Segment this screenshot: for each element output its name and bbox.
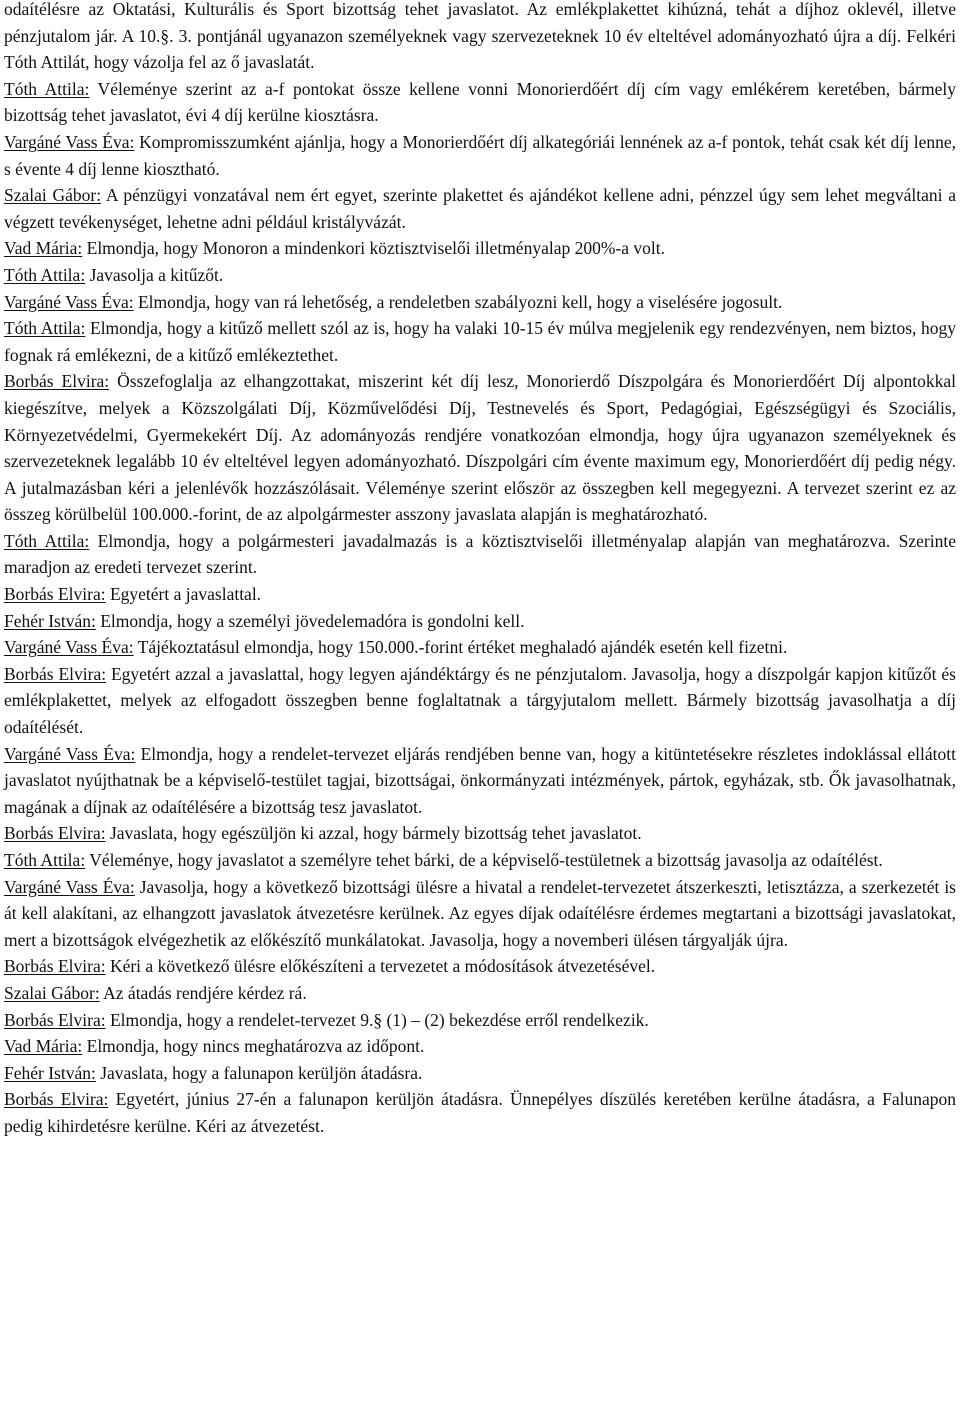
speaker-name: Borbás Elvira:: [4, 663, 107, 684]
paragraph: [4, 528, 956, 581]
paragraph-text: Javaslata, hogy a falunapon kerüljön átadásra.: [95, 1062, 423, 1083]
paragraph: [4, 1060, 956, 1087]
paragraph: [4, 953, 956, 980]
paragraph: [4, 182, 956, 235]
paragraph: [4, 608, 956, 635]
paragraph-text: Elmondja, hogy a rendelet-tervezet 9.§ (1) – (2) bekezdése erről rendelkezik.: [105, 1009, 649, 1030]
paragraph-text: A pénzügyi vonzatával nem ért egyet, szerinte plakettet és ajándékot kellene adni, pénzzel úgy sem lehet megváltani a végzett tevékenységet, lehetne adni például kristályvázát.: [4, 185, 957, 232]
paragraph: [4, 1033, 956, 1060]
paragraph: [4, 129, 956, 182]
paragraph-text: Véleménye, hogy javaslatot a személyre tehet bárki, de a képviselő-testületnek a bizottság javasolja az odaítélést.: [85, 850, 883, 870]
paragraph-text: Egyetért azzal a javaslattal, hogy legyen ajándéktárgy és ne pénzjutalom. Javasolja, hogy a díszpolgár kapjon kitűzőt és emlékplakettet, melyek az elfogadott összegben benne foglaltatnak a tárgyjutalom mellett. Bármely bizottság javasolhatja a díj odaítélését.: [4, 663, 956, 738]
speaker-name: Tóth Attila:: [4, 318, 86, 339]
paragraph-text: Összefoglalja az elhangzottakat, miszerint két díj lesz, Monorierdő Díszpolgára és Monorierdőért Díj alpontokkal kiegészítve, melyek a Közszolgálati Díj, Közművelődési Díj, Testnevelés és Sport, Pedagógiai, Egészségügyi és Szociális, Környezetvédelmi, Gyermekekért Díj. Az adományozás rendjére vonatkozóan elmondja, hogy újra ugyanazon személyeknek és szervezeteknek legalább 10 év elteltével legyen adományozható. Díszpolgári cím évente maximum egy, Monorierdőért díj pedig négy. A jutalmazásban kéri a jelenlévők hozzászólásait. Véleménye szerint először az összegben kell megegyezni. A tervezet szerint ez az összeg körülbelül 100.000.-forint, de az alpolgármester asszony javaslata alapján is meghatározható.: [4, 371, 956, 525]
speaker-name: Borbás Elvira:: [4, 1009, 106, 1030]
paragraph-text: Elmondja, hogy a személyi jövedelemadóra is gondolni kell.: [95, 610, 525, 631]
paragraph: [4, 289, 956, 316]
paragraph: [4, 741, 956, 821]
speaker-name: Szalai Gábor:: [4, 982, 100, 1003]
paragraph: [4, 847, 956, 874]
speaker-name: Vargáné Vass Éva:: [4, 876, 135, 897]
paragraph: [4, 634, 956, 661]
paragraph-text: Az átadás rendjére kérdez rá.: [99, 982, 307, 1003]
paragraph-text: Egyetért a javaslattal.: [105, 584, 262, 605]
paragraph-text: Kéri a következő ülésre előkészíteni a tervezetet a módosítások átvezetésével.: [105, 956, 656, 977]
speaker-name: Fehér István:: [4, 610, 96, 631]
paragraph: [4, 820, 956, 847]
paragraph-text: Elmondja, hogy van rá lehetőség, a rendeletben szabályozni kell, hogy a viselésére jogosult.: [133, 291, 783, 312]
speaker-name: Borbás Elvira:: [4, 823, 106, 844]
paragraph: [4, 235, 956, 262]
speaker-name: Vargáné Vass Éva:: [4, 743, 136, 764]
speaker-name: Fehér István:: [4, 1062, 96, 1083]
speaker-name: Tóth Attila:: [4, 78, 90, 99]
speaker-name: Vad Mária:: [4, 238, 83, 259]
paragraph-text: Elmondja, hogy a polgármesteri javadalmazás is a köztisztviselői illetményalap alapján van meghatározva. Szerinte maradjon az eredeti tervezet szerint.: [4, 530, 956, 578]
speaker-name: Borbás Elvira:: [4, 584, 106, 605]
paragraph-text: odaítélésre az Oktatási, Kulturális és Sport bizottság tehet javaslatot. Az emlékplakettet kihúzná, tehát a díjhoz oklevél, illetve pénzjutalom jár. A 10.§. 3. pontjánál ugyanazon személyeknek vagy szervezeteknek 10 év elteltével adományozható újra a díj. Felkéri Tóth Attilát, hogy vázolja fel az ő javaslatát.: [4, 0, 956, 73]
paragraph-text: Elmondja, hogy nincs meghatározva az időpont.: [82, 1036, 425, 1057]
paragraph-text: Javasolja a kitűzőt.: [85, 264, 224, 285]
paragraph: [4, 581, 956, 608]
speaker-name: Tóth Attila:: [4, 850, 86, 870]
paragraph-text: Elmondja, hogy a kitűző mellett szól az is, hogy ha valaki 10-15 év múlva megjelenik egy rendezvényen, nem biztos, hogy fognak rá emlékezni, de a kitűző emlékeztethet.: [4, 318, 956, 365]
speaker-name: Borbás Elvira:: [4, 1089, 109, 1110]
speaker-name: Vargáné Vass Éva:: [4, 291, 134, 312]
speaker-name: Szalai Gábor:: [4, 185, 102, 206]
paragraph: [4, 1086, 956, 1139]
paragraph-text: Elmondja, hogy Monoron a mindenkori köztisztviselői illetményalap 200%-a volt.: [82, 238, 665, 259]
paragraph: [4, 1007, 956, 1034]
paragraph: [4, 0, 956, 76]
paragraph-text: Tájékoztatásul elmondja, hogy 150.000.-forint értéket meghaladó ajándék esetén kell fizetni.: [133, 637, 788, 658]
paragraph: [4, 874, 956, 954]
paragraph: [4, 661, 956, 741]
speaker-name: Borbás Elvira:: [4, 371, 110, 392]
speaker-name: Borbás Elvira:: [4, 956, 106, 977]
paragraph-text: Kompromisszumként ajánlja, hogy a Monorierdőért díj alkategóriái lennének az a-f pontok, tehát csak két díj lenne, s évente 4 díj lenne kiosztható.: [4, 131, 956, 179]
speaker-name: Vargáné Vass Éva:: [4, 131, 135, 152]
paragraph-text: Javaslata, hogy egészüljön ki azzal, hogy bármely bizottság tehet javaslatot.: [105, 823, 642, 844]
paragraph: [4, 76, 956, 129]
paragraph-text: Elmondja, hogy a rendelet-tervezet eljárás rendjében benne van, hogy a kitüntetésekre részletes indoklással ellátott javaslatot nyújthatnak be a képviselő-testület tagjai, bizottságai, önkormányzati intézmények, pártok, egyházak, stb. Ők javasolhatnak, magának a díjnak az odaítélésére a bizottság tesz javaslatot.: [4, 743, 956, 817]
speaker-name: Tóth Attila:: [4, 264, 86, 285]
paragraph: [4, 980, 956, 1007]
paragraph-text: Véleménye szerint az a-f pontokat össze kellene vonni Monorierdőért díj cím vagy emlékérem keretében, bármely bizottság tehet javaslatot, évi 4 díj kerülne kiosztásra.: [4, 78, 956, 126]
paragraph: [4, 315, 956, 368]
paragraph-text: Egyetért, június 27-én a falunapon kerüljön átadásra. Ünnepélyes díszülés keretében kerülne átadásra, a Falunapon pedig kihirdetésre kerülne. Kéri az átvezetést.: [4, 1089, 956, 1136]
paragraph-text: Javasolja, hogy a következő bizottsági ülésre a hivatal a rendelet-tervezetet átszerkeszti, letisztázza, a szerkezetét is át kell alakítani, az elhangzott javaslatok átvezetésre kerülnek. Az egyes díjak odaítélésre érdemes megtartani a bizottsági javaslatokat, mert a bizottságok elvégezhetik az előkészítő munkálatokat. Javasolja, hogy a novemberi ülésen tárgyalják újra.: [4, 876, 956, 950]
speaker-name: Vargáné Vass Éva:: [4, 637, 134, 658]
speaker-name: Tóth Attila:: [4, 530, 90, 551]
paragraph: [4, 368, 956, 528]
paragraph: [4, 262, 956, 289]
speaker-name: Vad Mária:: [4, 1036, 83, 1057]
